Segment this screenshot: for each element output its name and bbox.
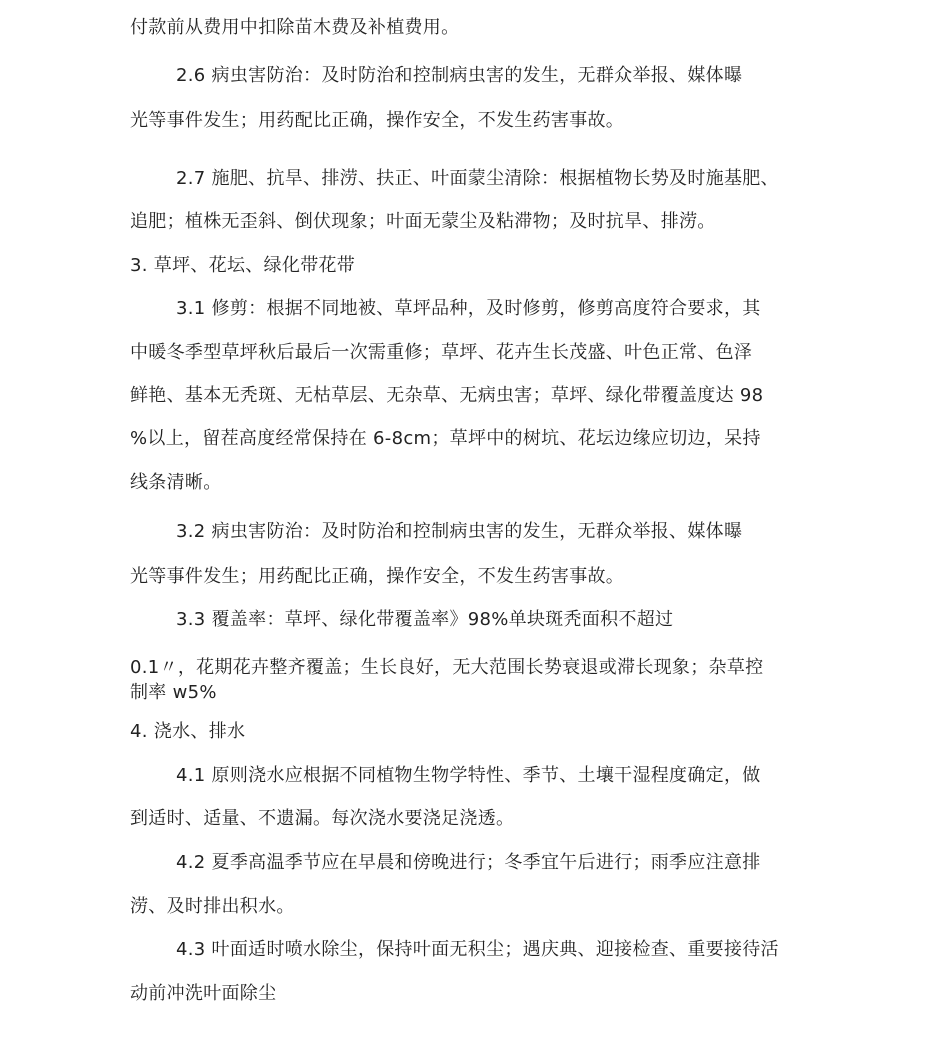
text-line-20: 4.2 夏季高温季节应在早晨和傍晚进行；冬季宜午后进行；雨季应注意排	[176, 852, 761, 873]
text-line-8: 中暖冬季型草坪秋后最后一次需重修；草坪、花卉生长茂盛、叶色正常、色泽	[130, 342, 753, 363]
text-line-2: 2.6 病虫害防治：及时防治和控制病虫害的发生，无群众举报、媒体曝	[176, 65, 743, 86]
text-line-4: 2.7 施肥、抗旱、排涝、扶正、叶面蒙尘清除：根据植物长势及时施基肥、	[176, 168, 779, 189]
text-line-15: 0.1〃，花期花卉整齐覆盖；生长良好，无大范围长势衰退或滞长现象；杂草控	[130, 657, 764, 678]
text-line-16: 制率 w5%	[130, 682, 217, 703]
section-heading-4: 4. 浇水、排水	[130, 721, 246, 742]
text-line-5: 追肥；植株无歪斜、倒伏现象；叶面无蒙尘及粘滞物；及时抗旱、排涝。	[130, 211, 716, 232]
text-line-9: 鲜艳、基本无秃斑、无枯草层、无杂草、无病虫害；草坪、绿化带覆盖度达 98	[130, 385, 764, 406]
text-line-23: 动前冲洗叶面除尘	[130, 983, 277, 1004]
text-line-22: 4.3 叶面适时喷水除尘，保持叶面无积尘；遇庆典、迎接检查、重要接待活	[176, 939, 779, 960]
text-line-10: %以上，留茬高度经常保持在 6-8cm；草坪中的树坑、花坛边缘应切边，呆持	[130, 428, 761, 449]
text-line-7: 3.1 修剪：根据不同地被、草坪品种，及时修剪，修剪高度符合要求，其	[176, 298, 761, 319]
text-line-11: 线条清晰。	[130, 472, 222, 493]
section-heading-3: 3. 草坪、花坛、绿化带花带	[130, 255, 356, 276]
text-line-1: 付款前从费用中扣除苗木费及补植费用。	[130, 17, 460, 38]
text-line-13: 光等事件发生；用药配比正确，操作安全，不发生药害事故。	[130, 566, 625, 587]
text-line-21: 涝、及时排出积水。	[130, 896, 295, 917]
text-line-14: 3.3 覆盖率：草坪、绿化带覆盖率》98%单块斑秃面积不超过	[176, 609, 674, 630]
text-line-12: 3.2 病虫害防治：及时防治和控制病虫害的发生，无群众举报、媒体曝	[176, 521, 743, 542]
text-line-19: 到适时、适量、不遗漏。每次浇水要浇足浇透。	[130, 808, 515, 829]
text-line-3: 光等事件发生；用药配比正确，操作安全，不发生药害事故。	[130, 110, 625, 131]
text-line-18: 4.1 原则浇水应根据不同植物生物学特性、季节、土壤干湿程度确定，做	[176, 765, 761, 786]
